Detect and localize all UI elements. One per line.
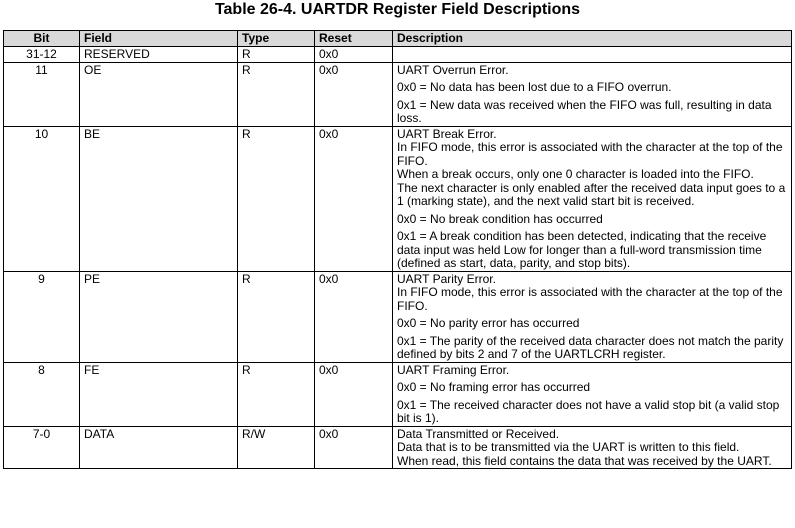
description-cell (393, 47, 792, 63)
type-cell: R (238, 362, 315, 426)
type-cell: R (238, 47, 315, 63)
description-cell (393, 426, 792, 469)
field-cell: BE (80, 126, 238, 271)
description-cell (393, 271, 792, 362)
bit-cell: 11 (4, 62, 80, 126)
description-line: UART Framing Error. (397, 362, 510, 377)
description-cell (393, 362, 792, 426)
table-row (4, 362, 792, 426)
description-line: 0x0 = No framing error has occurred (397, 380, 591, 394)
description-line: Data that is to be transmitted via the UART is written to this field. (397, 440, 740, 454)
description-line: UART Overrun Error. (397, 62, 509, 77)
description-line: Data Transmitted or Received. (397, 426, 560, 441)
reset-cell: 0x0 (315, 47, 393, 63)
register-field-table (3, 30, 792, 469)
reset-cell: 0x0 (315, 62, 393, 126)
column-header-field: Field (80, 31, 238, 47)
bit-cell: 9 (4, 271, 80, 362)
table-row (4, 426, 792, 469)
description-line: In FIFO mode, this error is associated with the character at the top of the FIFO. (397, 285, 783, 313)
column-header-description: Description (393, 31, 792, 47)
description-line: 0x1 = A break condition has been detected, indicating that the receive data input was held Low for longer than a full-word transmission time (defined as start, data, parity, and stop bits). (397, 229, 767, 270)
description-line: UART Parity Error. (397, 271, 496, 286)
description-cell (393, 126, 792, 271)
description-line: In FIFO mode, this error is associated with the character at the top of the FIFO. (397, 140, 783, 168)
field-cell: OE (80, 62, 238, 126)
reset-cell: 0x0 (315, 271, 393, 362)
table-row (4, 271, 792, 362)
reset-cell: 0x0 (315, 362, 393, 426)
description-line: 0x0 = No break condition has occurred (397, 211, 603, 226)
table-row (4, 126, 792, 271)
description-line: The next character is only enabled after the received data input goes to a 1 (marking state), and the next valid start bit is received. (397, 180, 786, 208)
field-cell: FE (80, 362, 238, 426)
table-row (4, 47, 792, 63)
bit-cell: 31-12 (4, 47, 80, 63)
description-cell (393, 62, 792, 126)
bit-cell: 10 (4, 126, 80, 271)
field-cell: PE (80, 271, 238, 362)
description-line: 0x0 = No data has been lost due to a FIFO overrun. (397, 80, 672, 94)
table-row (4, 62, 792, 126)
type-cell: R (238, 271, 315, 362)
table-title: Table 26-4. UARTDR Register Field Descriptions (214, 1, 581, 18)
reset-cell: 0x0 (315, 126, 393, 271)
bit-cell: 7-0 (4, 426, 80, 469)
description-line: UART Break Error. (397, 126, 497, 141)
description-line: 0x1 = New data was received when the FIFO was full, resulting in data loss. (397, 97, 772, 125)
description-line: When read, this field contains the data that was received by the UART. (397, 453, 772, 468)
bit-cell: 8 (4, 362, 80, 426)
column-header-type: Type (238, 31, 315, 47)
description-line: 0x0 = No parity error has occurred (397, 316, 580, 330)
type-cell: R/W (238, 426, 315, 469)
type-cell: R (238, 62, 315, 126)
reset-cell: 0x0 (315, 426, 393, 469)
field-cell: DATA (80, 426, 238, 469)
field-cell: RESERVED (80, 47, 238, 63)
table-header-row (4, 31, 792, 47)
column-header-bit: Bit (4, 31, 80, 47)
description-line: 0x1 = The received character does not have a valid stop bit (a valid stop bit is 1). (397, 397, 780, 425)
description-line: 0x1 = The parity of the received data character does not match the parity defined by bits 2 and 7 of the UARTLCRH register. (397, 333, 784, 361)
description-line: When a break occurs, only one 0 character is loaded into the FIFO. (397, 167, 754, 181)
column-header-reset: Reset (315, 31, 393, 47)
type-cell: R (238, 126, 315, 271)
